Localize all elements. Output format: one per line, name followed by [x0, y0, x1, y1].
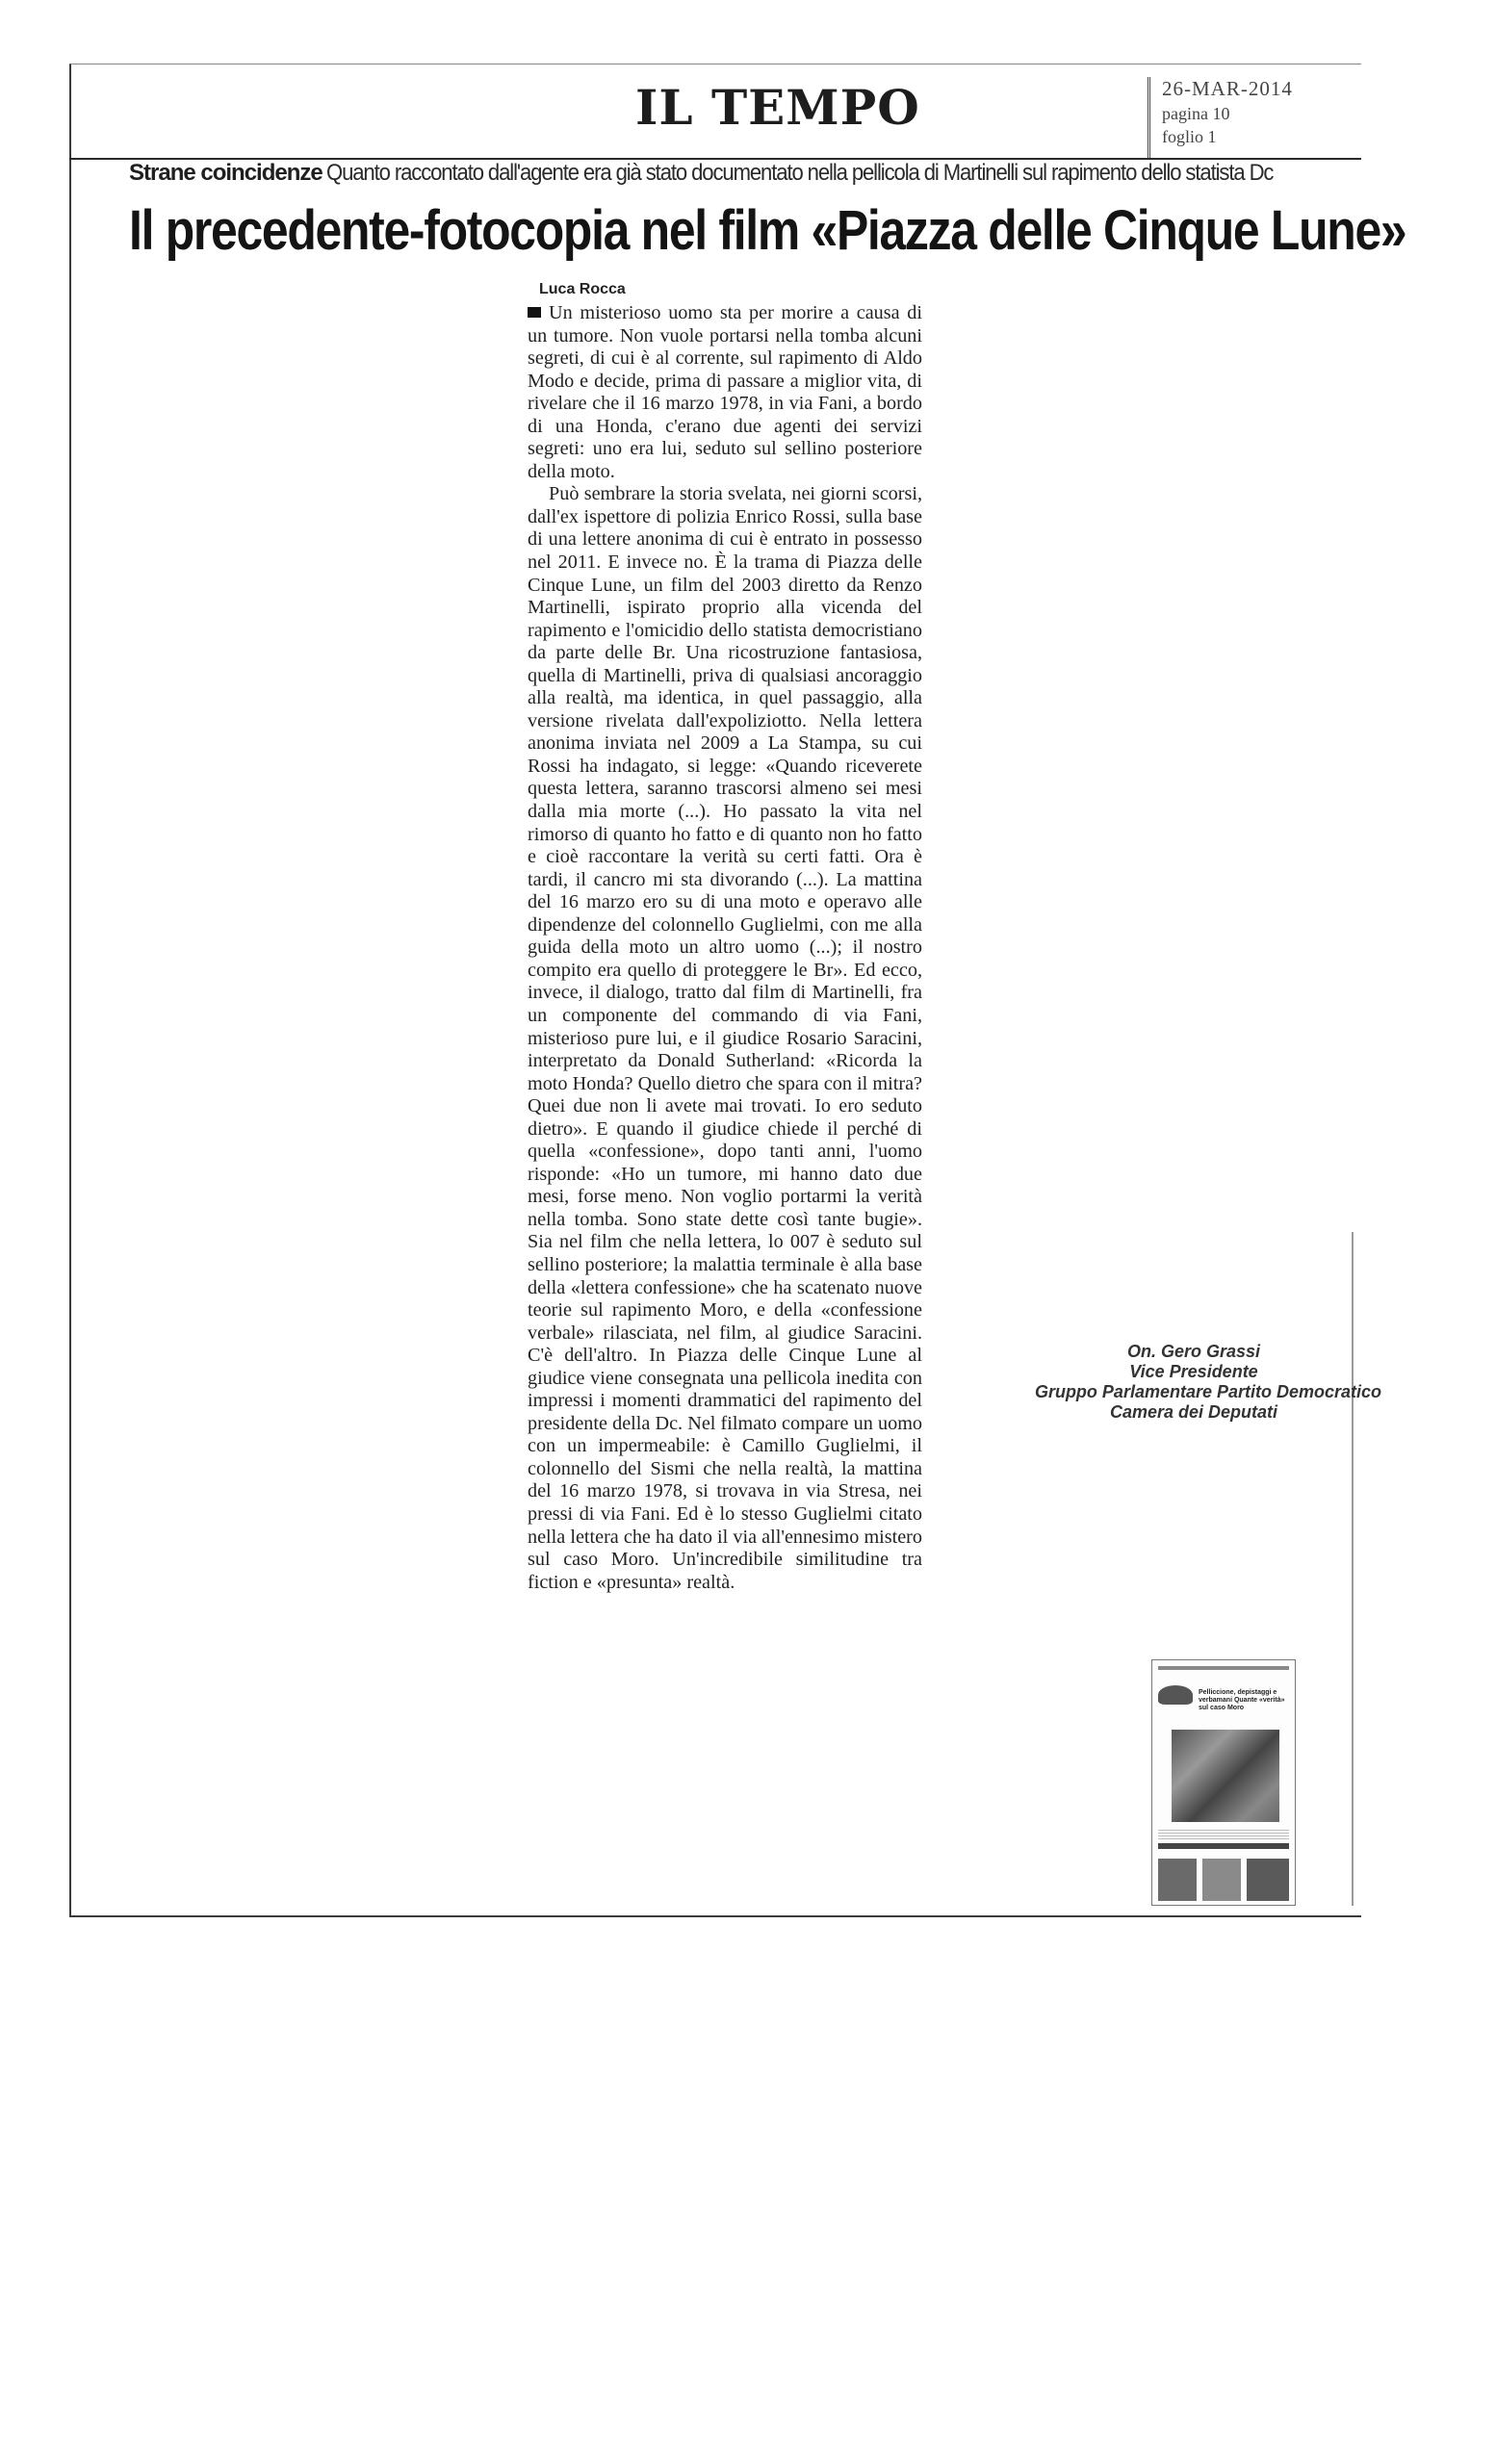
signature-block: [992, 1342, 1396, 1423]
thumbnail-strip-image: [1158, 1859, 1197, 1901]
article-paragraph-1: [528, 302, 922, 483]
article-paragraph-2: Può sembrare la storia svelata, nei giorni scorsi, dall'ex ispettore di polizia Enrico Rossi, sulla base di una lettere anonima di cui è entrato in possesso nel 2011. E invece no. È la trama di Piazza delle Cinque Lune, un film del 2003 diretto da Renzo Martinelli, ispirato proprio alla vicenda del rapimento e l'omicidio dello statista democristiano da parte delle Br. Una ricostruzione fantasiosa, quella di Martinelli, priva di qualsiasi ancoraggio alla realtà, ma identica, in quel passaggio, alla versione rivelata dall'expoliziotto. Nella lettera anonima inviata nel 2009 a La Stampa, su cui Rossi ha indagato, si legge: «Quando riceverete questa lettera, saranno trascorsi almeno sei mesi dalla mia morte (...). Ho passato la vita nel rimorso di quanto ho fatto e di quanto non ho fatto e cioè raccontare la verità su certi fatti. Ora è tardi, il cancro mi sta divorando (...). La mattina del 16 marzo ero su di una moto e operavo alle dipendenze del colonnello Guglielmi, con me alla guida della moto un altro uomo (...); il nostro compito era quello di proteggere le Br». Ed ecco, invece, il dialogo, tratto dal film di Martinelli, fra un componente del commando di via Fani, misterioso pure lui, e il giudice Rosario Saracini, interpretato da Donald Sutherland: «Ricorda la moto Honda? Quello dietro che spara con il mitra? Quei due non li avete mai trovati. Io ero seduto dietro». E quando il giudice chiede il perché di quella «confessione», dopo tanti anni, l'uomo risponde: «Ho un tumore, mi hanno dato due mesi, forse meno. Non voglio portarmi la verità nella tomba. Sono state dette così tante bugie». Sia nel film che nella lettera, lo 007 è seduto sul sellino posteriore; la malattia terminale è alla base della «lettera confessione» che ha scatenato nuove teorie sul rapimento Moro, e della «confessione verbale» rilasciata, nel film, al giudice Saracini. C'è dell'altro. In Piazza delle Cinque Lune al giudice viene consegnata una pellicola inedita con impressi i momenti drammatici del rapimento del presidente della Dc. Nel filmato compare un uomo con un impermeabile: è Camillo Guglielmi, il colonnello del Sismi che nella realtà, la mattina del 16 marzo 1978, si trovava in via Stresa, nei pressi di via Fani. Ed è lo stesso Guglielmi citato nella lettera che ha dato il via all'ennesimo mistero sul caso Moro. Un'incredibile similitudine tra fiction e «presunta» realtà.: [528, 483, 922, 1593]
article-subheading: Quanto raccontato dall'agente era già stato documentato nella pellicola di Martinelli sul rapimento dello statista Dc: [325, 160, 1274, 186]
signature-role: Vice Presidente: [1129, 1362, 1258, 1381]
newspaper-masthead: IL TEMPO: [635, 79, 920, 136]
signature-chamber: Camera dei Deputati: [1109, 1402, 1278, 1422]
stamp-date: 26-MAR-2014: [1162, 77, 1293, 100]
clipping-stamp: [1148, 77, 1359, 158]
signature-name: On. Gero Grassi: [1126, 1342, 1261, 1361]
signature-group: Gruppo Parlamentare Partito Democratico: [1034, 1382, 1382, 1401]
article-headline: Il precedente-fotocopia nel film «Piazza delle Cinque Lune»: [129, 199, 1406, 262]
margin-rule: [1352, 1232, 1354, 1906]
thumbnail-logo-icon: [1158, 1685, 1193, 1705]
stamp-page: pagina 10: [1162, 104, 1230, 123]
article-kicker: Strane coincidenze: [129, 160, 322, 186]
thumbnail-strip-image: [1247, 1859, 1289, 1901]
thumbnail-photo: [1172, 1730, 1279, 1822]
stamp-sheet: foglio 1: [1162, 127, 1217, 146]
kicker-row: [129, 160, 1342, 187]
article-body: [528, 302, 922, 1594]
thumbnail-strip-image: [1202, 1859, 1241, 1901]
thumbnail-text-lines: [1158, 1830, 1289, 1839]
article-byline: Luca Rocca: [539, 281, 626, 297]
paragraph-1-text: Un misterioso uomo sta per morire a causa di un tumore. Non vuole portarsi nella tomba alcuni segreti, di cui è al corrente, sul rapimento di Aldo Modo e decide, prima di passare a miglior vita, di rivelare che il 16 marzo 1978, in via Fani, a bordo di una Honda, c'erano due agenti dei servizi segreti: uno era lui, seduto sul sellino posteriore della moto.: [528, 302, 922, 482]
page-thumbnail: [1151, 1659, 1296, 1906]
thumbnail-header-bar: [1158, 1666, 1289, 1670]
thumbnail-caption-bar: [1158, 1843, 1289, 1849]
lead-square-icon: [528, 307, 541, 318]
thumbnail-title: Pelliccione, depistaggi e verbamani Quante «verità» sul caso Moro: [1199, 1689, 1285, 1711]
